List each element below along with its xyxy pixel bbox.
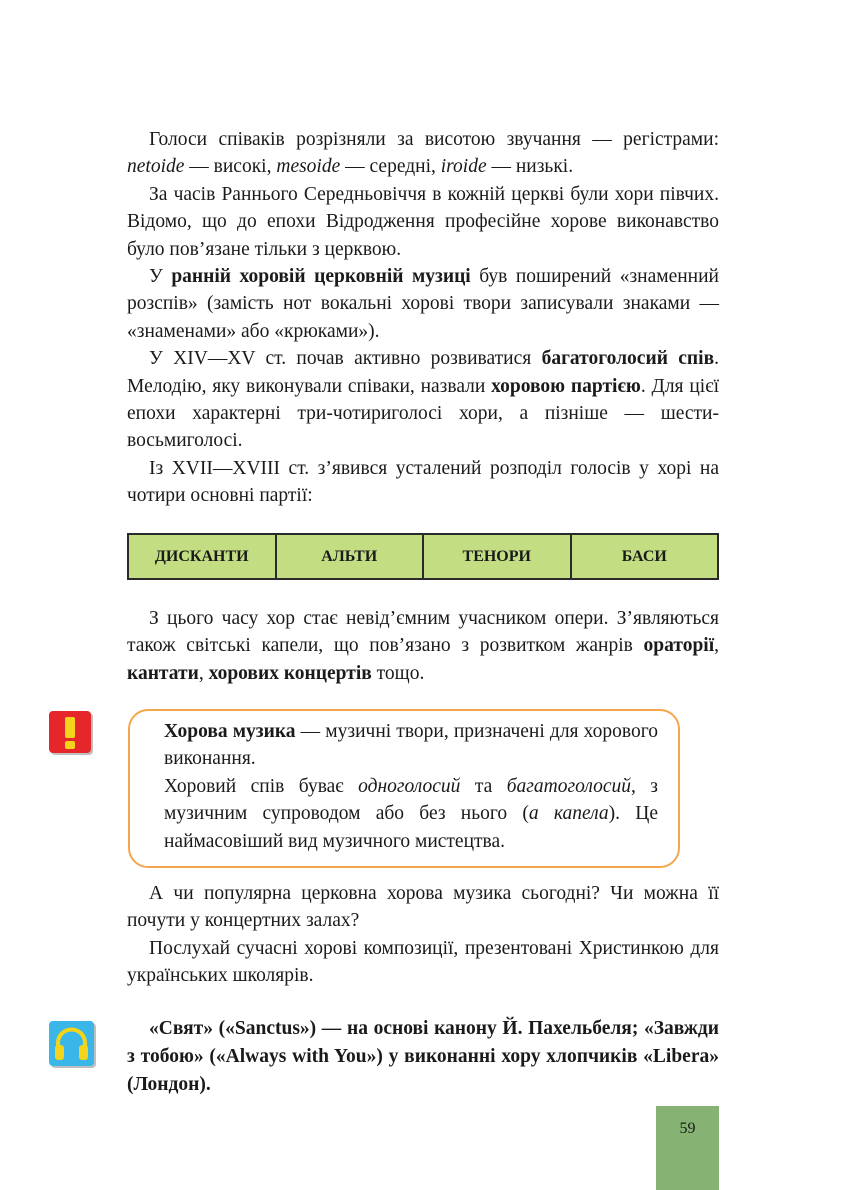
opera-text [127,605,719,687]
listening-text: «Свят» («Sanctus») — на основі канону Й. Пахельбеля; «Завжди з тобою» («Always with You») у виконанні хору хлопчиків «Libera» (Лондон). [127,1018,719,1095]
paragraph-middle-ages: За часів Раннього Середньовіччя в кожній церкві були хори півчих. Відомо, що до епохи Відродження професійне хорове виконавство було пов’язане тільки з церквою. [127,183,719,260]
definition-detail: Хоровий спів буває одноголосий та багатоголосий, з музичним супроводом або без нього (а капела). Це наймасовіший вид музичного мистецтва. [164,775,659,852]
paragraph-early-church-music: У ранній хоровій церковній музиці був поширений «знаменний розспів» (замість нот вокальні хорові твори записували знаками — «знаменами» або «крюками»). [127,266,719,342]
table-row [128,534,718,579]
part-cell: ТЕНОРИ [423,534,571,579]
part-cell: ДИСКАНТИ [128,534,276,579]
choir-parts-table [127,533,719,580]
part-cell: БАСИ [571,534,719,579]
paragraph-opera: З цього часу хор стає невід’ємним учасником опери. З’являються також світські капели, що пов’язано з розвитком жанрів ораторії, кантати, хорових концертів тощо. [127,608,719,684]
headphones-glyph [49,1021,94,1066]
paragraph-polyphony: У XIV—XV ст. почав активно розвиватися багатоголосий спів. Мелодію, яку виконували співаки, назвали хоровою партією. Для цієї епохи характерні три-чотириголосі хори, а пізніше — шести-восьмиголосі. [127,348,719,452]
definition-term: Хорова музика [164,721,296,742]
exclamation-dot [65,741,75,749]
paragraph-listen-prompt: Послухай сучасні хорові композиції, презентовані Христинкою для українських школярів. [127,937,719,987]
definition-term-line: Хорова музика — музичні твори, призначені для хорового виконання. [164,721,658,770]
question-text [127,880,719,990]
definition-box [128,709,680,868]
intro-text [127,126,719,510]
listening-assignment [127,1015,719,1099]
paragraph-question: А чи популярна церковна хорова музика сьогодні? Чи можна її почути у концертних залах? [127,883,719,932]
part-cell: АЛЬТИ [276,534,424,579]
paragraph-voice-parts: Із XVII—XVIII ст. з’явився усталений розподіл голосів у хорі на чотири основні партії: [127,457,719,507]
exclamation-icon [49,711,91,753]
page-number: 59 [679,1120,696,1137]
paragraph-registers: Голоси співаків розрізняли за висотою звучання — регістрами: netoide — високі, mesoide — середні, iroide — низькі. [127,129,719,178]
headphones-icon [49,1021,94,1066]
exclamation-bar [65,717,75,738]
page-number-tab [656,1106,719,1190]
